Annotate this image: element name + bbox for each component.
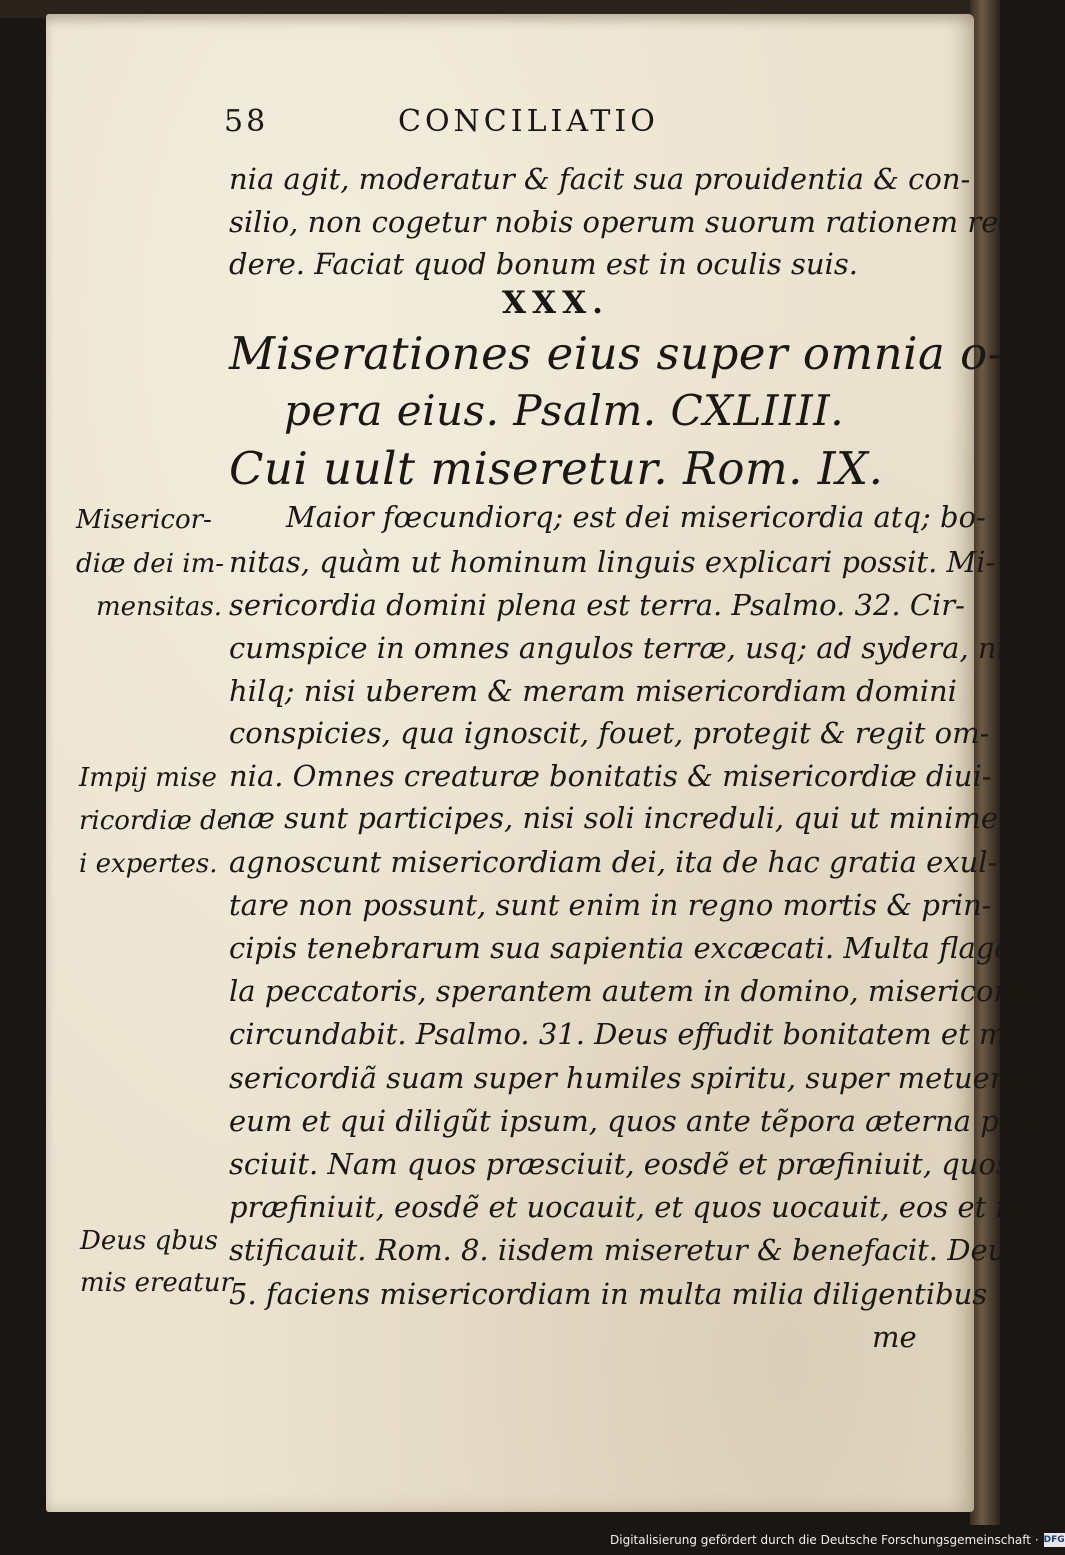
section-number: XXX.	[502, 285, 609, 321]
body-line: præfiniuit, eosdẽ et uocauit, et quos uocauit, eos et iu-	[229, 1190, 1034, 1224]
running-title: CONCILIATIO	[398, 104, 659, 139]
margin-note: mensitas.	[96, 592, 223, 622]
body-line: cipis tenebrarum sua sapientia excæcati. Multa flagel-	[229, 931, 1031, 965]
body-line: næ sunt participes, nisi soli increduli, qui ut minime	[229, 801, 999, 835]
body-line: agnoscunt misericordiam dei, ita de hac gratia exul-	[229, 845, 998, 879]
body-line: conspicies, qua ignoscit, fouet, protegit & regit om-	[229, 716, 990, 750]
dfg-logo-icon: DFG	[1043, 1535, 1065, 1545]
body-line: stificauit. Rom. 8. iisdem miseretur & benefacit. Deut.	[229, 1233, 1028, 1267]
intro-line: nia agit, moderatur & facit sua prouidentia & con-	[229, 162, 971, 196]
catchword: me	[872, 1320, 917, 1354]
body-line: Maior fœcundiorq; est dei misericordia atq; bo-	[286, 500, 986, 534]
intro-line: silio, non cogetur nobis operum suorum rationem red-	[229, 205, 1027, 239]
body-line: sciuit. Nam quos præsciuit, eosdẽ et præfiniuit, quos	[229, 1147, 1011, 1181]
body-line: la peccatoris, sperantem autem in domino, misericordia	[229, 974, 1053, 1008]
digitization-credit	[610, 1530, 1065, 1550]
margin-note: diæ dei im-	[76, 549, 225, 579]
heading-line: Cui uult miseretur. Rom. IX.	[229, 442, 884, 495]
body-line: 5. faciens misericordiam in multa milia diligentibus	[229, 1277, 988, 1311]
body-line: nia. Omnes creaturæ bonitatis & misericordiæ diui-	[229, 759, 992, 793]
intro-line: dere. Faciat quod bonum est in oculis suis.	[229, 247, 858, 281]
credit-text: Digitalisierung gefördert durch die Deutsche Forschungsgemeinschaft ·	[610, 1533, 1039, 1547]
body-line: sericordiã suam super humiles spiritu, super metuentes	[229, 1061, 1053, 1095]
margin-note: i expertes.	[79, 849, 218, 879]
body-line: circundabit. Psalmo. 31. Deus effudit bonitatem et mi	[229, 1017, 1016, 1051]
body-line: tare non possunt, sunt enim in regno mortis & prin-	[229, 888, 992, 922]
margin-note: Deus qbus	[80, 1226, 218, 1256]
margin-note: mis ereatur	[80, 1268, 233, 1298]
body-line: cumspice in omnes angulos terræ, usq; ad sydera, ni-	[229, 631, 1016, 665]
body-line: sericordia domini plena est terra. Psalmo. 32. Cir-	[229, 588, 965, 622]
heading-line: pera eius. Psalm. CXLIIII.	[284, 386, 845, 435]
margin-note: ricordiæ de	[79, 806, 233, 836]
body-line: hilq; nisi uberem & meram misericordiam domini	[229, 674, 957, 708]
heading-line: Miserationes eius super omnia o-	[229, 327, 1004, 380]
body-line: eum et qui diligũt ipsum, quos ante tẽpora æterna præ	[229, 1104, 1040, 1138]
margin-note: Impij mise	[79, 763, 217, 793]
page-number: 58	[224, 104, 269, 139]
body-line: nitas, quàm ut hominum linguis explicari possit. Mi-	[229, 545, 996, 579]
margin-note: Misericor-	[76, 505, 212, 535]
